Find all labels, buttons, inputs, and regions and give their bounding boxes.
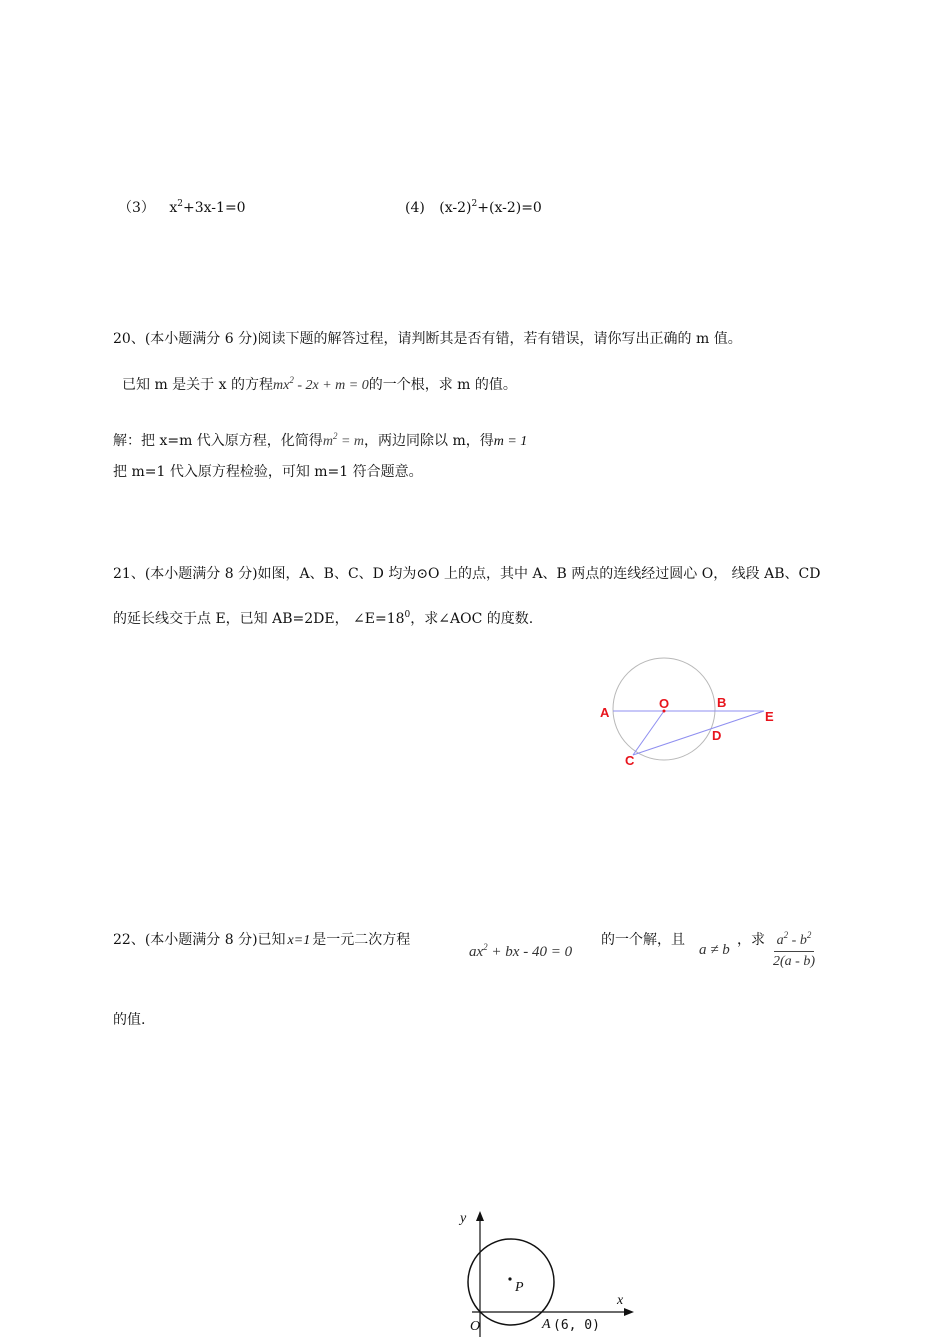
q19-part3-label: （3） [118,200,155,216]
q21-line-CE [633,711,764,755]
point-P [508,1277,511,1280]
q20-header: 20、(本小题满分 6 分)阅读下题的解答过程，请判断其是否有错，若有错误，请你写出正确的 m 值。 [113,331,742,347]
q21-line-OC [633,711,664,755]
q21-label-D: D [712,728,722,743]
q19-part4-equation: $(x-2)^2+(x-2)=0$ [439,199,542,216]
q19-part3-equation: $x^2+3x-1=0$ [169,199,246,216]
y-axis-arrow-icon [476,1211,484,1221]
x-axis-arrow-icon [624,1308,634,1316]
x-axis-label: x [617,1293,624,1308]
q22-line1-a: 22、(本小题满分 8 分)已知 x=1 是一元二次方程 [113,932,411,948]
q22-line1-b: 的一个解，且 [601,932,685,948]
q20-solution-line: 解：把 x=m 代入原方程，化简得$m^2 = m$，两边同除以 m，得m = 1 [113,431,528,449]
q22-x-value: x=1 [287,933,311,948]
q22-line2: 的值. [113,1012,146,1028]
q20-check-line: 把 m=1 代入原方程检验，可知 m=1 符合题意。 [113,464,423,480]
q21-label-O: O [659,696,670,711]
q21-line1: 21、(本小题满分 8 分)如图，A、B、C、D 均为⊙O 上的点，其中 A、B 两点的连线经过圆心 O， 线段 AB、CD [113,566,821,582]
q21-label-A: A [600,705,610,720]
q20-equation: $mx^2 - 2x + m = 0$ [272,375,369,393]
point-A-coords: (6, 0) [553,1318,600,1333]
q19-part3 [118,194,246,218]
q22-fraction [770,930,818,970]
q22-fraction-numerator: $a^2 - b^2$ [774,930,815,952]
q22-line1-c: ，求 [737,932,765,948]
q21-circle-figure [590,652,790,772]
q21-label-C: C [625,753,635,768]
origin-label: O [470,1319,481,1334]
q21-line2: 的延长线交于点 E，已知 AB=2DE， $\angle E=18^0$，求∠AOC 的度数. [113,610,534,627]
q21-label-E: E [765,709,774,724]
q20-problem-line: 已知 m 是关于 x 的方程$mx^2 - 2x + m = 0$的一个根，求 m 的值。 [122,375,517,393]
point-P-label: P [515,1280,524,1295]
q19-part4 [405,194,542,218]
q21-label-B: B [717,695,727,710]
q19-part4-label: (4) [405,200,425,216]
point-A-label: A [542,1317,551,1332]
q22-fraction-denominator: 2(a - b) [773,954,815,969]
q22-condition: a ≠ b [699,942,730,958]
coordinate-figure [450,1205,650,1344]
y-axis-label: y [460,1211,467,1226]
q20-result-eq: m = 1 [493,434,528,449]
q20-simplified-eq: $m^2 = m$ [322,431,364,449]
q22-equation: $ax^2$ + bx - 40 = 0 [469,942,573,960]
